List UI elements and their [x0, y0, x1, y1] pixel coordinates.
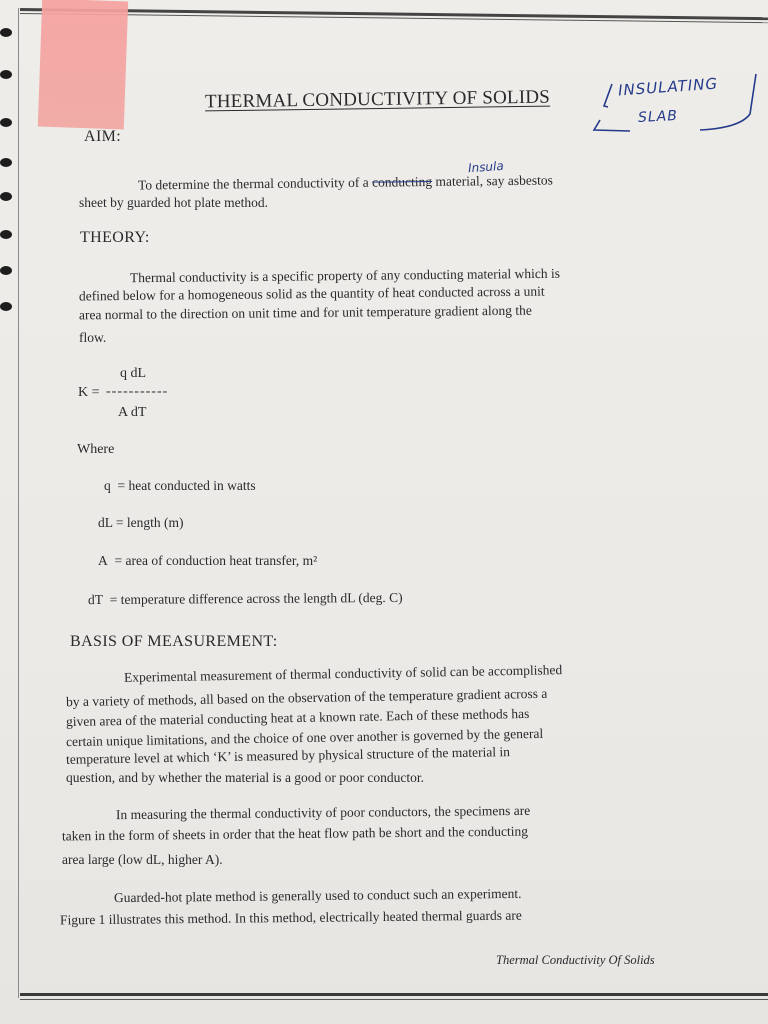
binding-hole	[0, 118, 12, 127]
margin-line	[18, 8, 19, 998]
binding-hole	[0, 192, 12, 201]
basis-p1-line-1: Experimental measurement of thermal conductivity of solid can be accomplished	[123, 662, 563, 685]
basis-p3-line-1: Guarded-hot plate method is generally used to conduct such an experiment.	[113, 885, 522, 906]
definition-symbol: dL	[98, 515, 113, 530]
where-label: Where	[77, 442, 115, 457]
theory-line-2: defined below for a homogeneous solid as the quantity of heat conducted across a unit	[78, 283, 545, 304]
formula-denominator: A dT	[118, 405, 147, 420]
basis-p1-line-4: certain unique limitations, and the choice of one over another is governed by the general	[65, 725, 544, 750]
handwritten-insertion: Insula	[467, 158, 505, 176]
handwritten-note-line2: SLAB	[637, 107, 679, 127]
definition-symbol: A	[98, 553, 108, 568]
definition-symbol: q	[104, 478, 111, 493]
definition-text: = length (m)	[115, 515, 184, 530]
definition-row	[98, 553, 317, 569]
binding-hole	[0, 70, 12, 79]
definition-text: = temperature difference across the length dL (deg. C)	[109, 589, 403, 607]
theory-line-1: Thermal conductivity is a specific property of any conducting material which is	[129, 265, 561, 286]
basis-heading: BASIS OF MEASUREMENT:	[70, 633, 278, 650]
page-title: THERMAL CONDUCTIVITY OF SOLIDS	[204, 86, 551, 113]
theory-heading: THEORY:	[80, 229, 150, 246]
formula-lhs: K =	[78, 385, 100, 400]
basis-p1-line-6: question, and by whether the material is a good or poor conductor.	[66, 770, 425, 785]
basis-p1-line-2: by a variety of methods, all based on the observation of the temperature gradient across a	[65, 685, 548, 710]
theory-line-4: flow.	[79, 330, 107, 345]
definition-row	[98, 515, 183, 531]
basis-p1-line-5: temperature level at which ‘K’ is measured by physical structure of the material in	[65, 744, 511, 767]
aim-text-after: material, say asbestos	[432, 172, 553, 189]
binding-hole	[0, 28, 12, 37]
aim-struck-word: conducting	[372, 173, 433, 190]
formula-bar: -----------	[106, 384, 169, 399]
aim-text-before: To determine the thermal conductivity of a	[137, 174, 373, 193]
definition-text: = heat conducted in watts	[117, 478, 256, 493]
formula-numerator: q dL	[120, 366, 147, 381]
definition-symbol: dT	[87, 591, 104, 608]
definition-row	[104, 478, 256, 494]
bottom-rule	[20, 993, 768, 996]
basis-p3-line-2: Figure 1 illustrates this method. In this method, electrically heated thermal guards are	[59, 907, 522, 928]
basis-p2-line-3: area large (low dL, higher A).	[62, 852, 223, 867]
definition-text: = area of conduction heat transfer, m²	[114, 553, 318, 568]
binding-hole	[0, 302, 12, 311]
binding-holes	[0, 20, 14, 320]
aim-line1	[138, 168, 718, 194]
basis-p2-line-2: taken in the form of sheets in order that the heat flow path be short and the conducting	[61, 823, 529, 844]
binding-hole	[0, 230, 12, 239]
definition-row	[88, 590, 403, 608]
basis-p1-line-3: given area of the material conducting heat at a known rate. Each of these methods has	[65, 705, 530, 730]
page-footer: Thermal Conductivity Of Solids	[496, 953, 655, 967]
binding-hole	[0, 158, 12, 167]
sticky-note	[38, 0, 128, 129]
bottom-rule-thin	[20, 999, 768, 1000]
handwritten-note-line1: INSULATING	[617, 74, 719, 100]
binding-hole	[0, 266, 12, 275]
theory-line-3: area normal to the direction on unit time and for unit temperature gradient along the	[78, 302, 532, 323]
basis-p2-line-1: In measuring the thermal conductivity of poor conductors, the specimens are	[115, 802, 531, 823]
aim-heading: AIM:	[84, 128, 122, 145]
aim-line2: sheet by guarded hot plate method.	[79, 195, 268, 210]
